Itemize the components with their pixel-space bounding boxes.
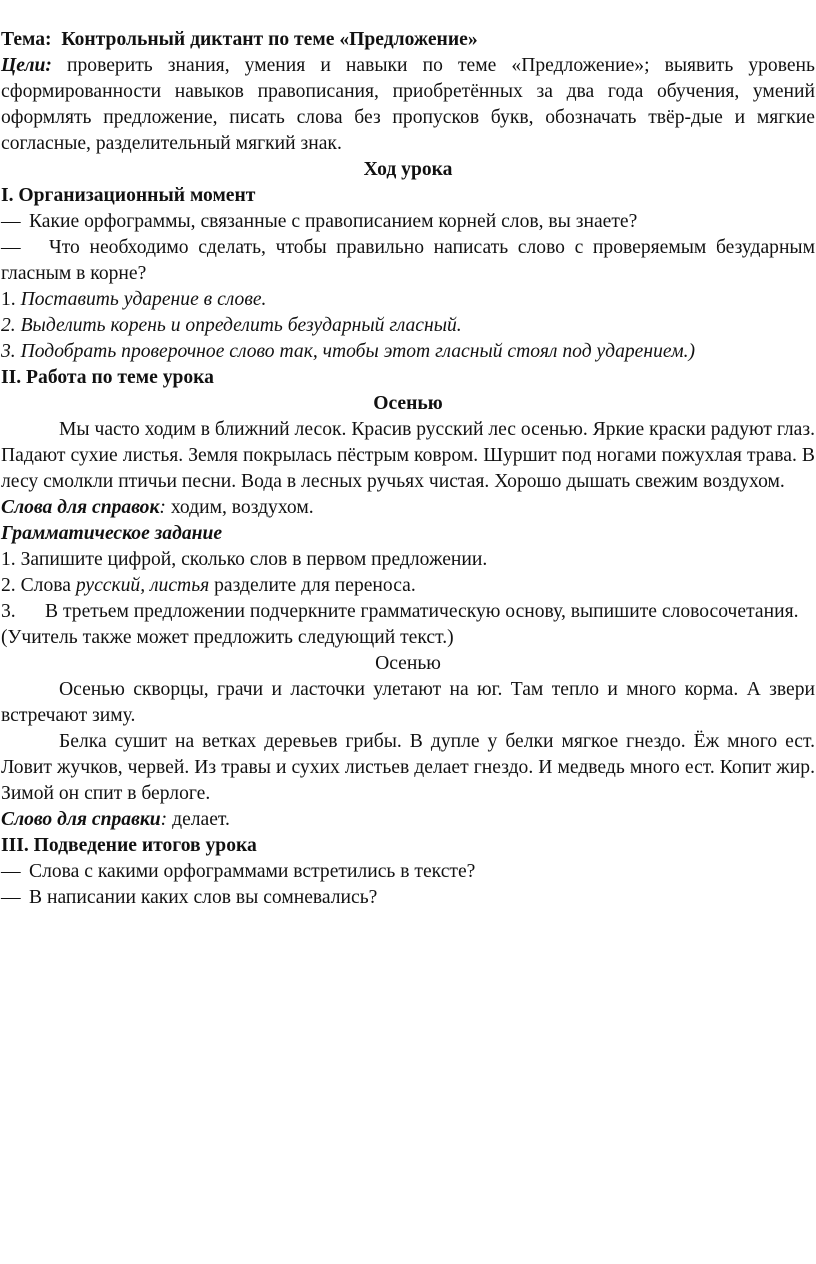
dictation2-title: Осенью <box>375 653 441 674</box>
dictation2-reference <box>1 807 815 833</box>
step-text: Поставить ударение в слове. <box>20 289 267 310</box>
section3-question-2 <box>1 885 815 911</box>
section1-question-1 <box>1 209 815 235</box>
question-text: В написании каких слов вы сомневались? <box>29 887 378 908</box>
step-3: 3. Подобрать проверочное слово так, чтобы этот гласный стоял под ударением.) <box>1 341 696 362</box>
question-text: Слова с какими орфограммами встретились в тексте? <box>29 861 476 882</box>
reference-colon: : <box>160 809 168 830</box>
grammar-task-3 <box>1 599 815 625</box>
task3-number: 3. <box>1 601 16 622</box>
goals-label: Цели: <box>1 55 52 76</box>
question-text: Что необходимо сделать, чтобы правильно написать слово с проверяемым безударным гласным в корне? <box>1 237 815 284</box>
topic-label: Тема: <box>1 29 52 50</box>
task2-pre: 2. Слова <box>1 575 76 596</box>
grammar-task-1: 1. Запишите цифрой, сколько слов в первом предложении. <box>1 549 488 570</box>
task2-words: русский, листья <box>75 575 210 596</box>
section2-title: II. Работа по теме урока <box>1 367 214 388</box>
section1-title: I. Организационный момент <box>1 185 256 206</box>
task2-post: разделите для переноса. <box>209 575 416 596</box>
goals-text: проверить знания, умения и навыки по теме «Предложение»; выявить уровень сформированности навыков правописания, приобретённых за два года обучения, умений оформлять предложение, писать слова без пропусков букв, обозначать твёр-дые и мягкие согласные, разделительный мягкий знак. <box>1 55 815 154</box>
reference-words: делает. <box>172 809 230 830</box>
lesson-heading: Ход урока <box>363 159 453 180</box>
step-1 <box>1 287 815 313</box>
dash-marker: — <box>1 887 21 908</box>
task3-text: В третьем предложении подчеркните грамматическую основу, выпишите словосочетания. <box>45 601 799 622</box>
section3-title: III. Подведение итогов урока <box>1 835 257 856</box>
grammar-title: Грамматическое задание <box>1 523 223 544</box>
dash-marker: — <box>1 861 21 882</box>
dash-marker: — <box>1 211 21 232</box>
goals-paragraph <box>1 53 815 157</box>
section1-question-2 <box>1 235 815 287</box>
dictation2-paragraph-2: Белка сушит на ветках деревьев грибы. В дупле у белки мягкое гнездо. Ёж много ест. Ловит жучков, червей. Из травы и сухих листьев делает гнездо. И медведь много ест. Копит жир. Зимой он спит в берлоге. <box>1 731 815 804</box>
reference-words: ходим, воздухом. <box>170 497 314 518</box>
dictation1-text: Мы часто ходим в ближний лесок. Красив русский лес осенью. Яркие краски радуют глаз. Падают сухие листья. Земля покрылась пёстрым ковром. Шуршит под ногами пожухлая трава. В лесу смолкли птичьи песни. Вода в лесных ручьях чистая. Хорошо дышать свежим воздухом. <box>1 419 816 492</box>
section3-question-1 <box>1 859 815 885</box>
dash-marker: — <box>1 237 21 258</box>
reference-colon: : <box>159 497 166 518</box>
reference-label: Слово для справки <box>1 809 161 830</box>
dictation2-paragraph-1: Осенью скворцы, грачи и ласточки улетают на юг. Там тепло и много корма. А звери встречают зиму. <box>1 679 815 726</box>
reference-label: Слова для справок <box>1 497 160 518</box>
question-text: Какие орфограммы, связанные с правописанием корней слов, вы знаете? <box>29 211 638 232</box>
topic-line <box>1 27 815 53</box>
step-number: 1. <box>1 289 16 310</box>
dictation1-reference <box>1 495 815 521</box>
dictation1-title: Осенью <box>373 393 443 414</box>
teacher-note: (Учитель также может предложить следующий текст.) <box>1 627 454 648</box>
grammar-task-2 <box>1 573 815 599</box>
step-2: 2. Выделить корень и определить безударный гласный. <box>1 315 462 336</box>
topic-text: Контрольный диктант по теме «Предложение» <box>61 29 478 50</box>
